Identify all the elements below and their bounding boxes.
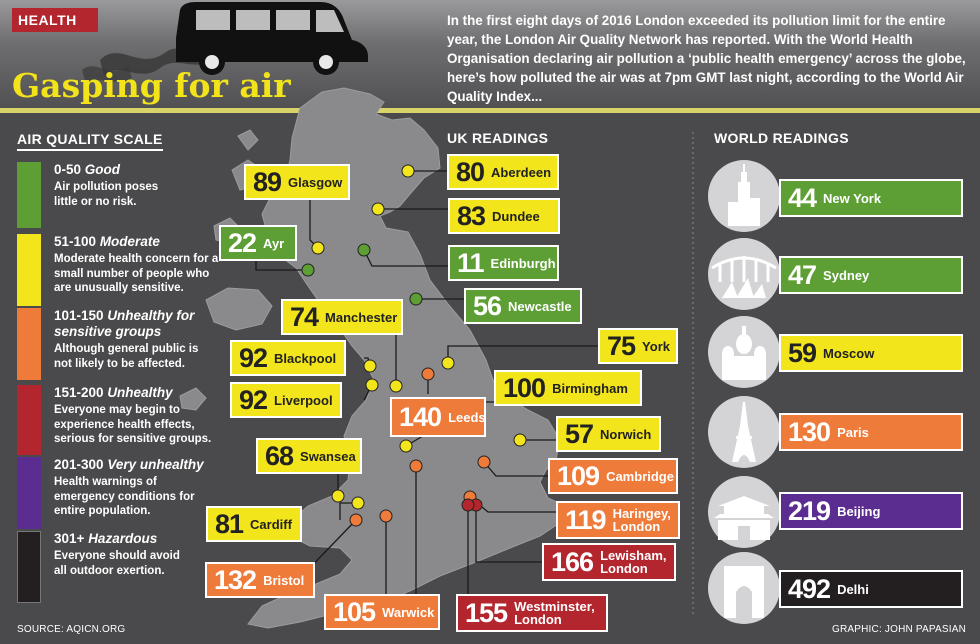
scale-swatch [17, 457, 41, 529]
sydney-landmark-icon [708, 238, 780, 310]
graphic-credit: GRAPHIC: JOHN PAPASIAN [832, 624, 967, 635]
scale-description: Health warnings of emergency conditions for entire population. [54, 476, 195, 517]
aqi-value: 22 [228, 227, 257, 258]
aqi-value: 166 [551, 546, 594, 577]
uk-reading-cambridge [548, 458, 678, 494]
aqi-value: 59 [788, 337, 817, 368]
dot-leeds [422, 368, 434, 380]
dot-westminster [462, 499, 474, 511]
dot-bristol [350, 514, 362, 526]
city-label: Manchester [325, 309, 398, 325]
aqi-value: 56 [473, 290, 502, 321]
scale-description: Moderate health concern for a small number of people who are unusually sensitive. [54, 253, 219, 294]
uk-reading-newcastle [464, 288, 582, 324]
city-label: Paris [837, 424, 869, 440]
world-readings-heading: WORLD READINGS [714, 130, 849, 146]
beijing-landmark-icon [708, 476, 780, 548]
uk-readings-heading: UK READINGS [447, 130, 549, 146]
world-reading-delhi [779, 570, 963, 608]
city-label: Dundee [492, 208, 540, 224]
city-label: Sydney [823, 267, 870, 283]
aqi-value: 68 [265, 440, 294, 471]
aqi-value: 155 [465, 597, 508, 628]
dot-dundee [372, 203, 384, 215]
aqi-value: 89 [253, 166, 282, 197]
aqi-value: 92 [239, 384, 268, 415]
city-label: New York [823, 190, 882, 206]
scale-description: Although general public is not likely to be affected. [54, 343, 199, 370]
city-label: Westminster, London [514, 599, 595, 627]
scale-range: 201-300 [54, 457, 104, 472]
moscow-landmark-icon [708, 316, 780, 388]
scale-swatch [17, 162, 41, 228]
paris-landmark-icon [708, 396, 780, 468]
city-label: Birmingham [552, 380, 628, 396]
uk-reading-swansea [256, 438, 362, 474]
world-reading-new-york [779, 179, 963, 217]
city-label: Delhi [837, 581, 869, 597]
scale-label: Unhealthy for sensitive groups [54, 308, 195, 339]
scale-description: Everyone may begin to experience health effects, serious for sensitive groups. [54, 404, 212, 445]
uk-reading-dundee [448, 198, 560, 234]
new-york-landmark-icon [708, 160, 780, 232]
dot-cardiff [352, 497, 364, 509]
scale-range: 301+ [54, 531, 85, 546]
uk-reading-birmingham [494, 370, 642, 406]
dot-birmingham [400, 440, 412, 452]
aqi-value: 83 [457, 200, 486, 231]
aqi-value: 219 [788, 495, 831, 526]
dot-ayr [302, 264, 314, 276]
source-credit: SOURCE: AQICN.ORG [17, 624, 126, 635]
city-label: Aberdeen [491, 164, 552, 180]
aqi-value: 100 [503, 372, 546, 403]
city-label: Haringey, London [612, 506, 671, 534]
page-title: Gasping for air [12, 66, 291, 105]
uk-reading-ayr [219, 225, 297, 261]
uk-reading-leeds [390, 397, 486, 437]
aqi-value: 105 [333, 596, 376, 627]
dot-warwick [380, 510, 392, 522]
aqi-value: 47 [788, 259, 817, 290]
uk-reading-edinburgh [448, 245, 559, 281]
dot-aberdeen [402, 165, 414, 177]
scale-description: Everyone should avoid all outdoor exertion. [54, 550, 180, 577]
scale-swatch [17, 308, 41, 380]
aqi-value: 130 [788, 416, 831, 447]
dot-liverpool [366, 379, 378, 391]
scale-range: 51-100 [54, 234, 97, 249]
scale-heading: AIR QUALITY SCALE [17, 131, 163, 151]
city-label: Edinburgh [490, 255, 556, 271]
dot-manchester [390, 380, 402, 392]
aqi-value: 74 [290, 301, 319, 332]
city-label: Lewisham, London [600, 548, 667, 576]
city-label: Cardiff [250, 516, 292, 532]
aqi-value: 80 [456, 156, 485, 187]
scale-label: Unhealthy [107, 385, 173, 400]
city-label: Newcastle [508, 298, 572, 314]
scale-label: Moderate [99, 234, 160, 249]
uk-reading-lewisham [542, 543, 676, 581]
dot-norwich [514, 434, 526, 446]
city-label: Moscow [823, 345, 875, 361]
aqi-value: 75 [607, 330, 636, 361]
city-label: Norwich [600, 426, 652, 442]
world-reading-paris [779, 413, 963, 451]
scale-range: 0-50 [54, 162, 82, 177]
city-label: Leeds [448, 409, 486, 425]
city-label: Swansea [300, 448, 356, 464]
scale-label: Very unhealthy [107, 457, 204, 472]
section-tag: HEALTH [12, 8, 98, 32]
aqi-value: 109 [557, 460, 600, 491]
scale-swatch [17, 234, 41, 306]
city-label: Cambridge [606, 468, 674, 484]
city-label: Bristol [263, 572, 305, 588]
aqi-value: 132 [214, 564, 257, 595]
dot-swansea [332, 490, 344, 502]
scale-description: Air pollution poses little or no risk. [54, 181, 159, 208]
uk-reading-warwick [324, 594, 440, 630]
uk-reading-norwich [556, 416, 661, 452]
world-reading-beijing [779, 492, 963, 530]
uk-reading-york [598, 328, 678, 364]
intro-text: In the first eight days of 2016 London exceeded its pollution limit for the entire year, the London Air Quality Network has reported. With the World Health Organisation declaring air pollution a ‘public health emergency’ across the globe, here’s how polluted the air was at 7pm GMT last night, according to the World Air Quality Index... [447, 13, 966, 104]
uk-reading-haringey [556, 501, 680, 539]
scale-swatch [17, 531, 41, 603]
dot-york [442, 357, 454, 369]
aqi-value: 81 [215, 508, 244, 539]
aqi-value: 44 [788, 182, 817, 213]
aqi-value: 140 [399, 401, 442, 432]
dot-newcastle [410, 293, 422, 305]
uk-reading-glasgow [244, 164, 350, 200]
city-label: York [642, 338, 670, 354]
dot-cambridge [478, 456, 490, 468]
scale-swatch [17, 385, 41, 455]
city-label: Liverpool [274, 392, 333, 408]
aqi-value: 11 [457, 247, 484, 278]
city-label: Ayr [263, 235, 285, 251]
dot-edinburgh [358, 244, 370, 256]
scale-label: Good [84, 162, 121, 177]
world-reading-sydney [779, 256, 963, 294]
world-reading-moscow [779, 334, 963, 372]
aqi-value: 92 [239, 342, 268, 373]
city-label: Beijing [837, 503, 881, 519]
city-label: Glasgow [288, 174, 343, 190]
uk-reading-cardiff [206, 506, 302, 542]
uk-reading-westminster [456, 594, 608, 632]
aqi-value: 492 [788, 573, 831, 604]
dot-london [410, 460, 422, 472]
delhi-landmark-icon [708, 552, 780, 624]
uk-reading-aberdeen [447, 154, 559, 190]
city-label: Warwick [382, 604, 435, 620]
dot-blackpool [364, 360, 376, 372]
scale-range: 101-150 [54, 308, 104, 323]
uk-reading-liverpool [230, 382, 342, 418]
uk-reading-bristol [205, 562, 315, 598]
scale-range: 151-200 [54, 385, 104, 400]
uk-reading-manchester [281, 299, 403, 335]
dot-glasgow [312, 242, 324, 254]
aqi-value: 119 [565, 504, 606, 535]
scale-label: Hazardous [88, 531, 158, 546]
city-label: Blackpool [274, 350, 337, 366]
uk-reading-blackpool [230, 340, 346, 376]
aqi-value: 57 [565, 418, 594, 449]
